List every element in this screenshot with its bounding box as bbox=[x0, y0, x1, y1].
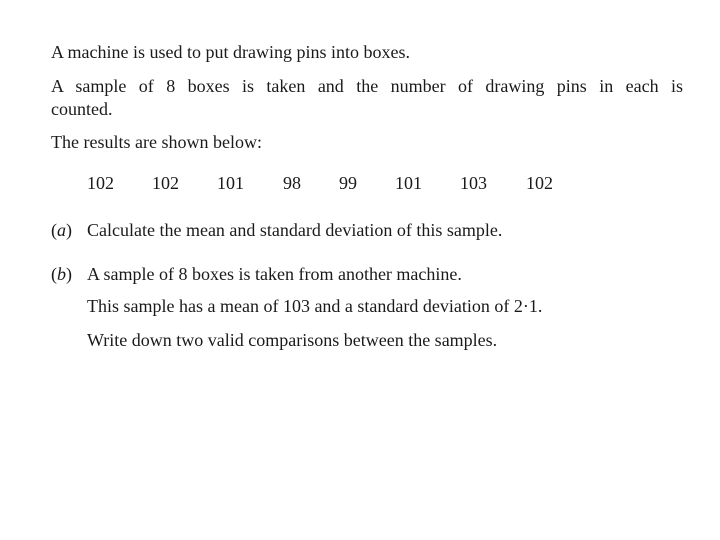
result-value: 101 bbox=[217, 173, 244, 193]
result-value: 102 bbox=[87, 173, 114, 193]
result-value: 101 bbox=[395, 173, 422, 193]
result-value: 102 bbox=[152, 173, 179, 193]
result-value: 98 bbox=[283, 173, 301, 193]
part-a-label bbox=[51, 219, 72, 241]
part-b-letter: b bbox=[57, 264, 66, 284]
intro-line-1: A machine is used to put drawing pins into boxes. bbox=[51, 42, 410, 62]
part-a-letter: a bbox=[57, 220, 66, 240]
result-value: 103 bbox=[460, 173, 487, 193]
result-value: 102 bbox=[526, 173, 553, 193]
part-b-line-2: This sample has a mean of 103 and a standard deviation of 2·1. bbox=[87, 296, 543, 316]
part-b-close: ) bbox=[66, 264, 72, 284]
part-b-open: ( bbox=[51, 264, 57, 284]
part-a-close: ) bbox=[66, 220, 72, 240]
part-b-label bbox=[51, 263, 72, 285]
part-b-line-1: A sample of 8 boxes is taken from another machine. bbox=[87, 264, 462, 284]
intro-line-3: The results are shown below: bbox=[51, 132, 262, 152]
result-value: 99 bbox=[339, 173, 357, 193]
part-b-line-3: Write down two valid comparisons between the samples. bbox=[87, 330, 498, 350]
intro-line-2-continued: counted. bbox=[51, 99, 113, 119]
part-a-open: ( bbox=[51, 220, 57, 240]
intro-line-2: A sample of 8 boxes is taken and the number of drawing pins in each is bbox=[51, 76, 683, 96]
part-a-text: Calculate the mean and standard deviation of this sample. bbox=[87, 220, 503, 240]
